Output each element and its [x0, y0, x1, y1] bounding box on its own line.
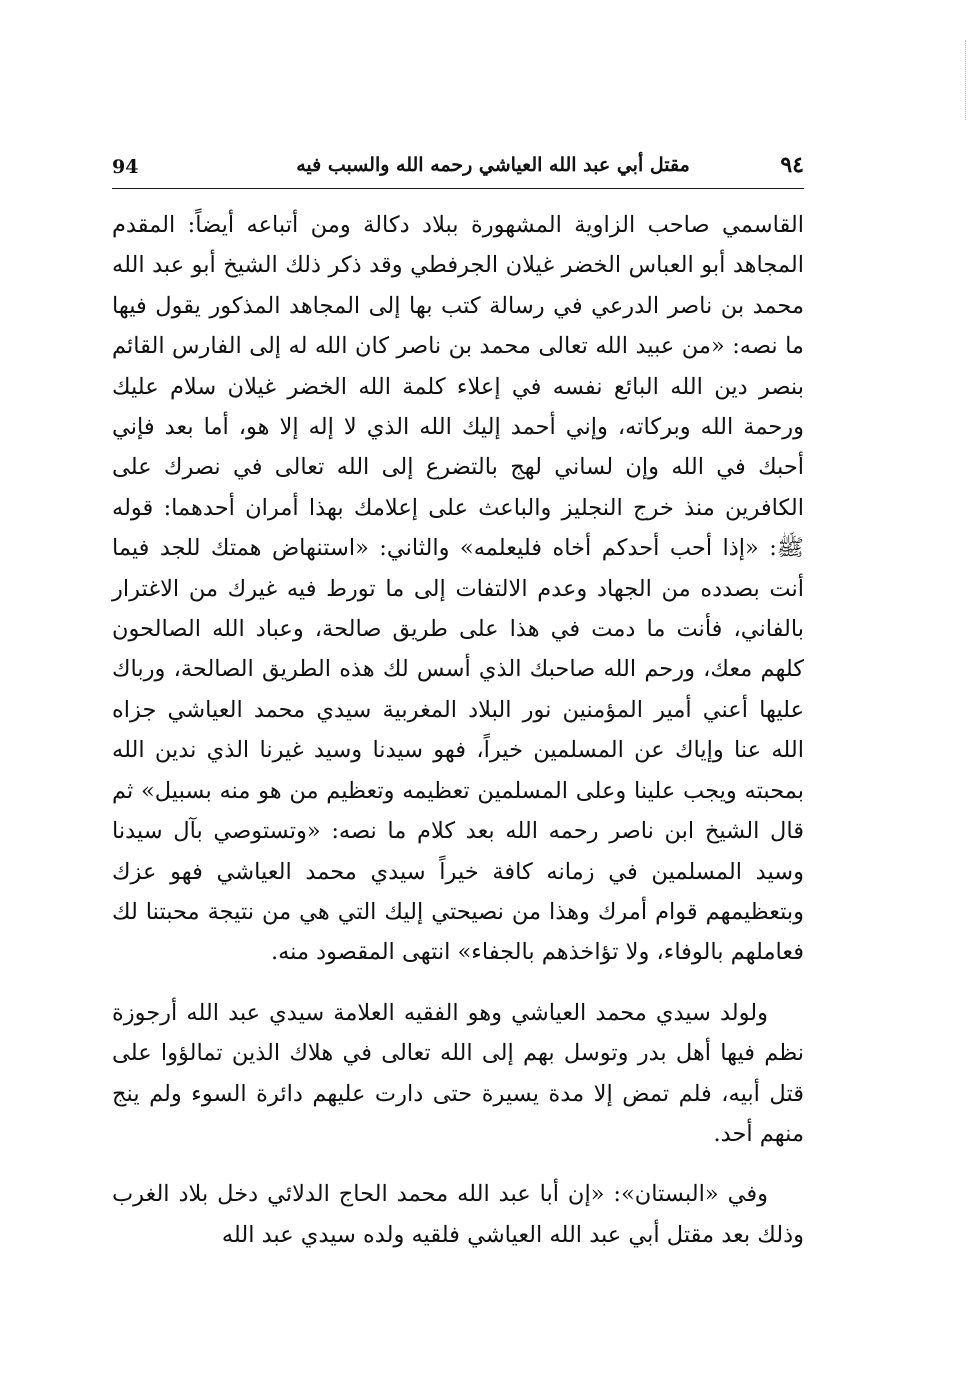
body-text	[112, 205, 804, 1255]
paragraph-3: وفي «البستان»: «إن أبا عبد الله محمد الحاج الدلائي دخل بلاد الغرب وذلك بعد مقتل أبي عبد الله العياشي فلقيه ولده سيدي عبد الله	[112, 1181, 804, 1248]
header-rule	[112, 188, 804, 189]
page-number-arabic: ٩٤	[780, 152, 804, 178]
paragraph-2: ولولد سيدي محمد العياشي وهو الفقيه العلامة سيدي عبد الله أرجوزة نظم فيها أهل بدر وتوسل بهم إلى الله تعالى في هلاك الذين تمالؤوا على قتل أبيه، فلم تمض إلا مدة يسيرة حتى دارت عليهم دائرة السوء ولم ينج منهم أحد.	[112, 999, 804, 1147]
page-number-latin: 94	[112, 156, 139, 178]
running-header	[112, 152, 804, 188]
running-title: مقتل أبي عبد الله العياشي رحمه الله والسبب فيه	[296, 154, 690, 176]
margin-scan-marks	[961, 40, 966, 120]
paragraph-1: القاسمي صاحب الزاوية المشهورة ببلاد دكالة ومن أتباعه أيضاً: المقدم المجاهد أبو العباس الخضر غيلان الجرفطي وقد ذكر ذلك الشيخ أبو عبد الله محمد بن ناصر الدرعي في رسالة كتب بها إلى المجاهد المذكور يقول فيها ما نصه: «من عبيد الله تعالى محمد بن ناصر كان الله له إلى الفارس القائم بنصر دين الله البائع نفسه في إعلاء كلمة الله الخضر غيلان سلام عليك ورحمة الله وبركاته، وإني أحمد إليك الله الذي لا إله إلا هو، أما بعد فإني أحبك في الله وإن لساني لهج بالتضرع إلى الله تعالى في نصرك على الكافرين منذ خرج النجليز والباعث على إعلامك بهذا أمران أحدهما: قوله ﷺ: «إذا أحب أحدكم أخاه فليعلمه» والثاني: «استنهاض همتك للجد فيما أنت بصدده من الجهاد وعدم الالتفات إلى ما تورط فيه غيرك من الاغترار بالفاني، فأنت ما دمت في هذا على طريق صالحة، وعباد الله الصالحون كلهم معك، ورحم الله صاحبك الذي أسس لك هذه الطريق الصالحة، ورباك عليها أعني أمير المؤمنين نور البلاد المغربية سيدي محمد العياشي جزاه الله عنا وإياك عن المسلمين خيراً، فهو سيدنا وسيد غيرنا الذي ندين الله بمحبته ويجب علينا وعلى المسلمين تعظيمه وتعظيم من هو منه بسبيل» ثم قال الشيخ ابن ناصر رحمه الله بعد كلام ما نصه: «وتستوصي بآل سيدنا وسيد المسلمين في زمانه كافة خيراً سيدي محمد العياشي فهو عزك وبتعظيمهم قوام أمرك وهذا من نصيحتي إليك التي هي من نتيجة محبتنا لك فعاملهم بالوفاء، ولا تؤاخذهم بالجفاء» انتهى المقصود منه.	[112, 212, 804, 966]
